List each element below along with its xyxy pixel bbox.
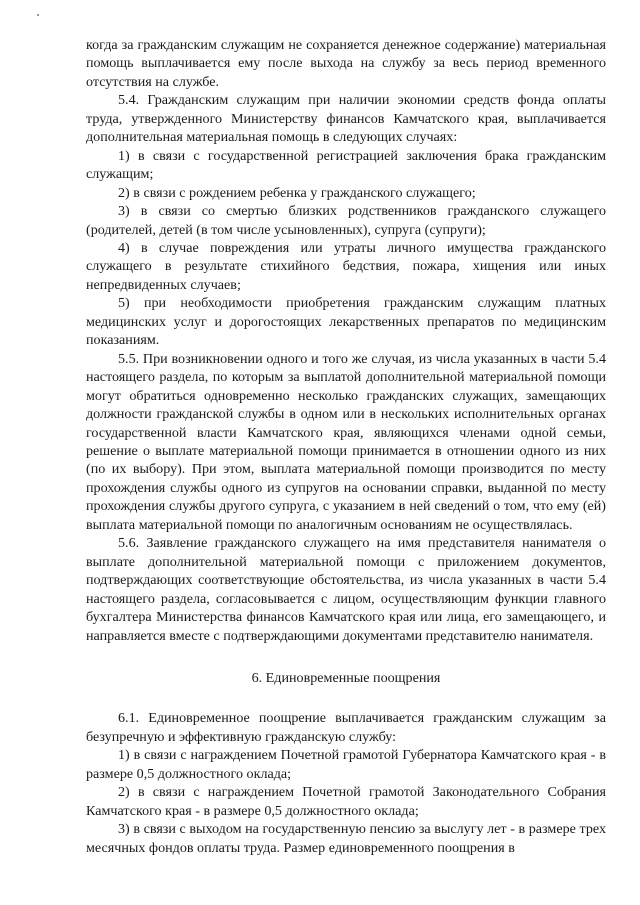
paragraph-5-6: 5.6. Заявление гражданского служащего на имя представителя нанимателя о выплате дополнительной материальной помощи с приложением документов, подтверждающих соответствующие обстоятельства, из числа указанных в части 5.4 настоящего раздела, согласовывается с лицом, осуществляющим функции главного бухгалтера Министерства финансов Камчатского края или лица, его замещающего, и направляется вместе с подтверждающими документами представителю нанимателя. [86,535,606,644]
document-body [86,36,606,857]
list-item-5-4-1: 1) в связи с государственной регистрацией заключения брака гражданским служащим; [86,147,606,183]
list-item-5-4-2: 2) в связи с рождением ребенка у гражданского служащего; [118,184,476,201]
scan-artifact [37,14,39,16]
list-item-6-1-3: 3) в связи с выходом на государственную пенсию за выслугу лет - в размере трех месячных фондов оплаты труда. Размер единовременного поощрения в [86,821,606,856]
paragraph-5-5: 5.5. При возникновении одного и того же случая, из числа указанных в части 5.4 настоящего раздела, по которым за выплатой дополнительной материальной помощи могут обратиться одновременно несколько гражданских служащих, замещающих должности гражданской службы в одном или в нескольких исполнительных органах государственной власти Камчатского края, являющихся членами одной семьи, решение о выплате материальной помощи принимается в отношении одного из них (по их выбору). При этом, выплата материальной помощи производится по месту прохождения службы одного из супругов на основании справки, выданной по месту прохождения службы другого супруга, с указанием в ней сведений о том, что ему (ей) выплата материальной помощи по аналогичным основаниям не осуществлялась. [86,350,606,533]
paragraph-5-4: 5.4. Гражданским служащим при наличии экономии средств фонда оплаты труда, утвержденного Министерству финансов Камчатского края, выплачивается дополнительная материальная помощь в следующих случаях: [86,92,606,146]
list-item-5-4-3: 3) в связи со смертью близких родственников гражданского служащего (родителей, детей (в том числе усыновленных), супруга (супруги); [86,203,606,238]
list-item-5-4-4: 4) в случае повреждения или утраты личного имущества гражданского служащего в результате стихийного бедствия, пожара, хищения или иных непредвиденных случаев; [86,239,606,293]
paragraph-6-1: 6.1. Единовременное поощрение выплачивается гражданским служащим за безупречную и эффективную гражданскую службу: [86,710,606,745]
list-item-5-4-5: 5) при необходимости приобретения гражданским служащим платных медицинских услуг и дорогостоящих лекарственных препаратов по медицинским показаниям. [86,295,606,349]
list-item-6-1-1: 1) в связи с награждением Почетной грамотой Губернатора Камчатского края - в размере 0,5 должностного оклада; [86,747,606,782]
list-item-6-1-2: 2) в связи с награждением Почетной грамотой Законодательного Собрания Камчатского края - в размере 0,5 должностного оклада; [86,784,606,819]
section-heading: 6. Единовременные поощрения [251,669,441,686]
paragraph-continuation: когда за гражданским служащим не сохраняется денежное содержание) материальная помощь выплачивается ему после выхода на службу за весь период временного отсутствия на службе. [86,37,606,90]
